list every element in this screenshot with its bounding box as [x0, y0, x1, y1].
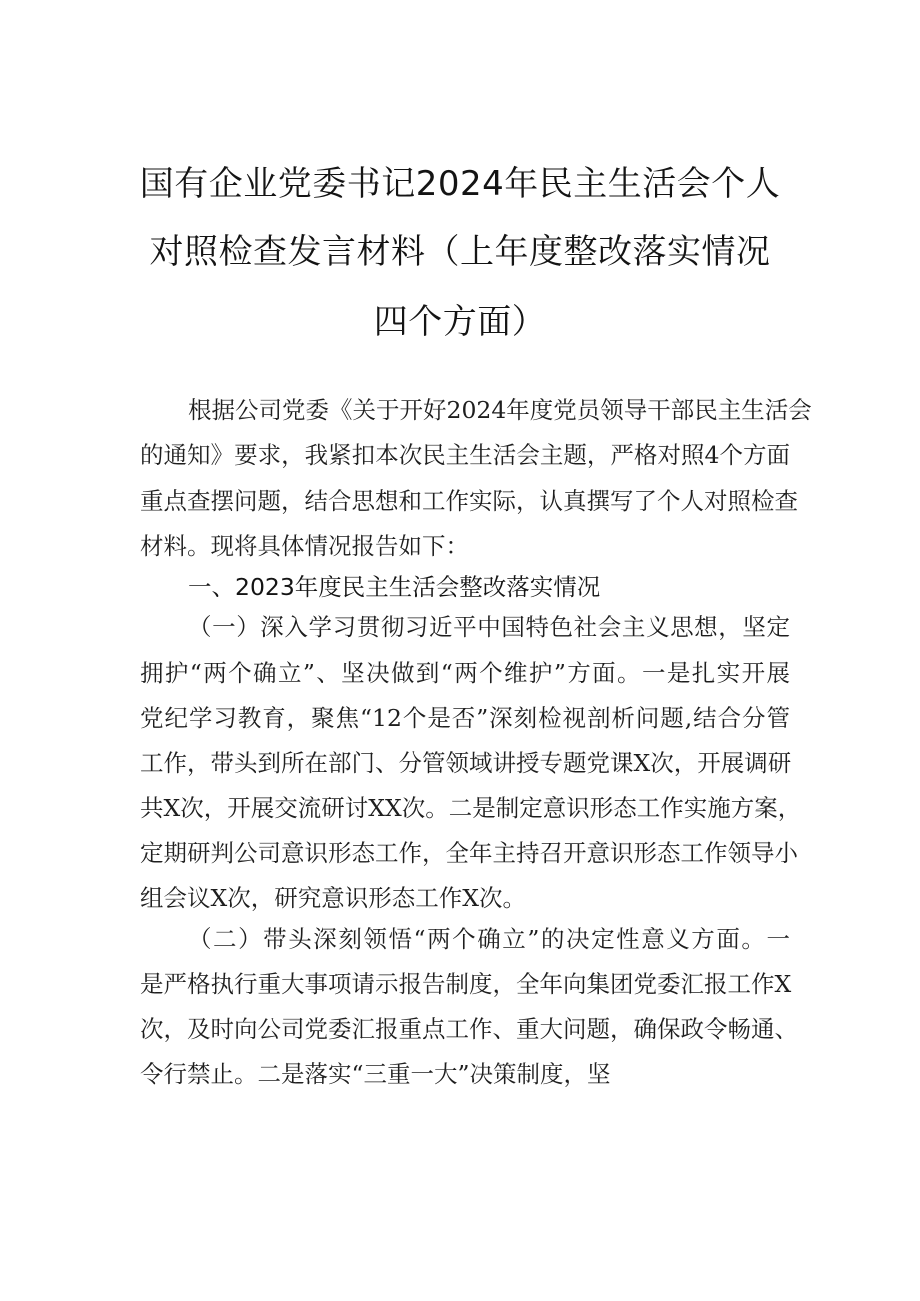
intro-line-3: 重点查摆问题，结合思想和工作实际，认真撰写了个人对照检查: [140, 487, 798, 515]
sub2-line-1: （二）带头深刻领悟“两个确立”的决定性意义方面。一: [188, 925, 790, 953]
sub2-line-2: 是严格执行重大事项请示报告制度，全年向集团党委汇报工作X: [140, 970, 792, 998]
sub1-line-5: 共X次，开展交流研讨XX次。二是制定意识形态工作实施方案，: [140, 794, 802, 822]
section-1-heading: 一、2023年度民主生活会整改落实情况: [188, 573, 601, 601]
document-title-line-2: 对照检查发言材料（上年度整改落实情况: [149, 232, 771, 272]
sub1-line-7: 组会议X次，研究意识形态工作X次。: [140, 884, 526, 912]
intro-line-1: 根据公司党委《关于开好2024年度党员领导干部民主生活会: [188, 396, 812, 424]
intro-line-4: 材料。现将具体情况报告如下：: [140, 532, 469, 560]
sub1-line-6: 定期研判公司意识形态工作，全年主持召开意识形态工作领导小: [140, 839, 798, 867]
sub1-line-1: （一）深入学习贯彻习近平中国特色社会主义思想，坚定: [188, 613, 790, 641]
sub1-line-2: 拥护“两个确立”、坚决做到“两个维护”方面。一是扎实开展: [140, 659, 790, 687]
sub2-line-4: 令行禁止。二是落实“三重一大”决策制度，坚: [140, 1060, 611, 1088]
sub2-line-3: 次，及时向公司党委汇报重点工作、重大问题，确保政令畅通、: [140, 1015, 798, 1043]
intro-line-2: 的通知》要求，我紧扣本次民主生活会主题，严格对照4个方面: [140, 441, 790, 469]
sub1-line-3: 党纪学习教育，聚焦“12个是否”深刻检视剖析问题,结合分管: [140, 704, 790, 732]
sub1-line-4: 工作，带头到所在部门、分管领域讲授专题党课X次，开展调研: [140, 749, 792, 777]
document-title-line-3: 四个方面）: [373, 302, 547, 342]
document-title-line-1: 国有企业党委书记2024年民主生活会个人: [139, 164, 781, 204]
